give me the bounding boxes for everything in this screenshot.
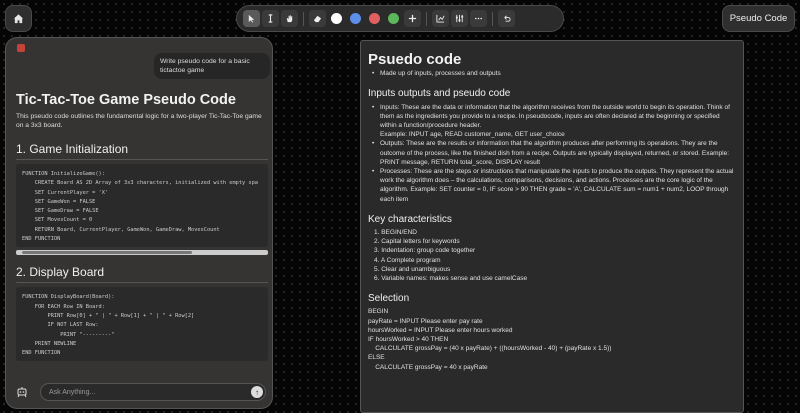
- code-horizontal-scrollbar[interactable]: [16, 250, 268, 255]
- eraser-tool-button[interactable]: [309, 10, 326, 27]
- cursor-tool-button[interactable]: [243, 10, 260, 27]
- undo-icon: [502, 14, 511, 23]
- sliders-icon: [455, 14, 464, 23]
- chat-panel: [5, 37, 273, 409]
- section-heading-initialization: 1. Game Initialization: [16, 142, 268, 160]
- code-line: IF hoursWorked > 40 THEN: [368, 336, 449, 344]
- toolbar-divider: [303, 12, 304, 26]
- undo-button[interactable]: [498, 10, 515, 27]
- chart-icon: [436, 14, 445, 23]
- code-block-wrapper: [16, 164, 268, 255]
- key-list: [368, 228, 737, 283]
- list-item: 1. BEGIN/END: [374, 229, 417, 237]
- list-item: • Outputs: These are the results or information that the algorithm produces after performing its operations. They are the outcome of the process, like the finished dish from a recipe. Outputs are typically displayed, returned, or stored. Example: PRINT message, RETURN total_score, DISPLAY result: [380, 139, 737, 167]
- chat-input[interactable]: [40, 383, 266, 401]
- list-item: 6. Variable names: makes sense and use camelCase: [374, 275, 528, 283]
- section-heading-selection: Selection: [368, 293, 410, 305]
- color-green-swatch[interactable]: [388, 13, 399, 24]
- home-icon: [13, 13, 24, 24]
- intro-list: [368, 69, 737, 78]
- section-heading-key: Key characteristics: [368, 213, 452, 225]
- list-item: 2. Capital letters for keywords: [374, 238, 460, 246]
- hand-tool-button[interactable]: [281, 10, 298, 27]
- user-message-bubble: Write pseudo code for a basic tictactoe game: [154, 53, 270, 79]
- list-item: 4. A Complete program: [374, 256, 441, 264]
- chart-button[interactable]: [432, 10, 449, 27]
- color-white-swatch[interactable]: [331, 13, 342, 24]
- code-line: CALCULATE grossPay = (40 x payRate) + ((hoursWorked - 40) + (payRate x 1.5)): [368, 345, 612, 353]
- section-heading-io: Inputs outputs and pseudo code: [368, 88, 511, 100]
- code-line: hoursWorked = INPUT Please enter hours worked: [368, 326, 513, 334]
- more-button[interactable]: [470, 10, 487, 27]
- cursor-icon: [247, 14, 256, 23]
- hand-icon: [285, 14, 294, 23]
- io-list: [368, 103, 737, 204]
- app-title[interactable]: Pseudo Code: [722, 5, 795, 32]
- code-line: payRate = INPUT Please enter pay rate: [368, 317, 483, 325]
- send-button[interactable]: ↑: [251, 386, 263, 398]
- toolbar-divider: [492, 12, 493, 26]
- selection-code: [368, 307, 737, 371]
- code-block-initialization: FUNCTION InitializeGame(): CREATE Board AS 2D Array of 3x3 characters, initialized with empty spa SET CurrentPlayer = 'X' SET GameWon = FALSE SET GameDraw = FALSE SET MovesCount = 0 RETURN Board, CurrentPlayer, GameWon, GameDraw, MovesCount END FUNCTION: [16, 164, 268, 247]
- code-block-display-board: FUNCTION DisplayBoard(Board): FOR EACH Row IN Board: PRINT Row[0] + " | " + Row[1] + " | " + Row[2] IF NOT LAST Row: PRINT "---------" PRINT NEWLINE END FUNCTION: [16, 287, 268, 361]
- list-item: • Inputs: These are the data or information that the algorithm receives from the outside world to begin its operation. Think of them as the ingredients you provide to a recipe. In pseudocode, inputs are often declared at the beginning or specified within a function/procedure header. Example: INPUT age, READ customer_name, GET user_choice: [380, 103, 737, 140]
- color-red-swatch[interactable]: [369, 13, 380, 24]
- eraser-icon: [313, 14, 322, 23]
- text-cursor-icon: [266, 14, 275, 23]
- list-item: 5. Clear and unambiguous: [374, 265, 451, 273]
- response-intro: This pseudo code outlines the fundamental logic for a two-player Tic-Tac-Toe game on a 3x3 board.: [16, 113, 262, 129]
- toolbar-divider: [426, 12, 427, 26]
- list-item: • Processes: These are the steps or instructions that manipulate the inputs to produce the outputs. They represent the actual work the algorithm does – the calculations, comparisons, decisions, and actions. Processes are the core logic of the algorithm. Example: SET counter = 0, IF score > 90 THEN grade = 'A', CALCULATE sum = num1 + num2, LOOP through each item: [380, 167, 737, 204]
- list-item: • Made up of inputs, processes and outputs: [380, 69, 737, 78]
- add-button[interactable]: [404, 10, 421, 27]
- plus-icon: [408, 14, 417, 23]
- code-line: BEGIN: [368, 308, 389, 316]
- section-heading-display-board: 2. Display Board: [16, 265, 268, 283]
- response-title: Tic-Tac-Toe Game Pseudo Code: [16, 92, 236, 108]
- robot-icon[interactable]: [14, 384, 30, 400]
- assistant-response: [16, 92, 268, 371]
- drawing-toolbar: [236, 5, 564, 32]
- list-item: 3. Indentation: group code together: [374, 247, 476, 255]
- chat-input-row: [14, 382, 266, 402]
- code-line: ELSE: [368, 354, 385, 362]
- chat-input-placeholder: Ask Anything...: [49, 388, 96, 396]
- more-icon: [474, 14, 483, 23]
- sliders-button[interactable]: [451, 10, 468, 27]
- note-title: Psuedo code: [368, 51, 462, 68]
- text-tool-button[interactable]: [262, 10, 279, 27]
- code-line: CALCULATE grossPay = 40 x payRate: [368, 363, 488, 371]
- home-button[interactable]: [5, 5, 32, 32]
- stop-icon[interactable]: [17, 44, 25, 52]
- note-panel[interactable]: [360, 40, 744, 413]
- color-blue-swatch[interactable]: [350, 13, 361, 24]
- scrollbar-thumb[interactable]: [22, 251, 192, 254]
